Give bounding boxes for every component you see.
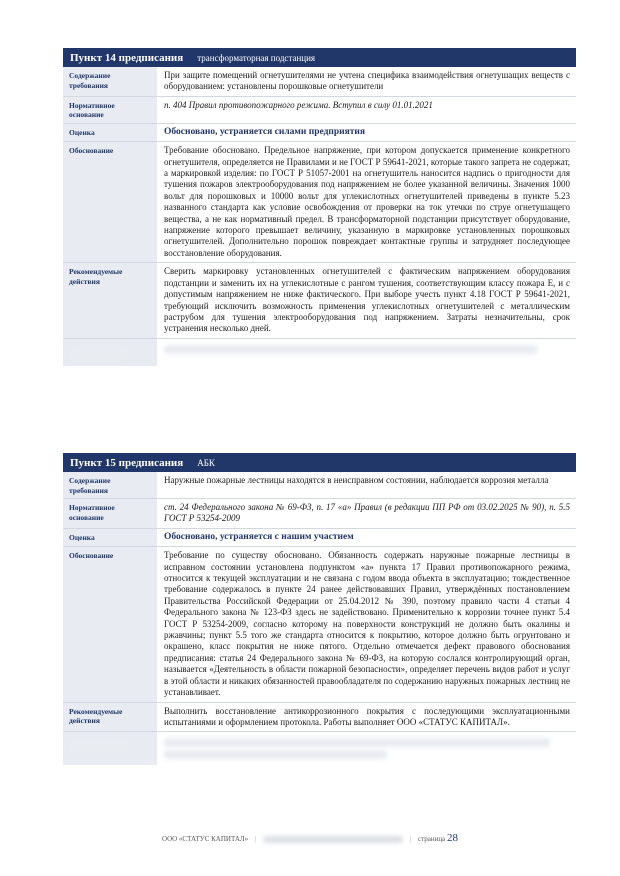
prescription-block-15 bbox=[63, 453, 576, 765]
footer-company: ООО «СТАТУС КАПИТАЛ» bbox=[162, 835, 249, 843]
redacted-value bbox=[157, 339, 576, 366]
point-title: Пункт 15 предписания bbox=[70, 456, 184, 469]
row-content bbox=[63, 472, 576, 499]
value-justification: Требование по существу обосновано. Обязанность содержать наружные пожарные лестницы в исправном состоянии установлена подпунктом «а» пункта 17 Правил противопожарного режима, относится к текущей эксплуатации и не связана с годом ввода объекта в эксплуатацию; тождественное требование содержалось в пункте 24 ранее действовавших Правил, утверждённых постановлением Правительства Российской Федерации от 25.04.2012 № 390, поэтому правило части 4 статьи 4 Федерального закона № 123-ФЗ здесь не задействовано. Применительно к коррозии точнее пункт 5.4 ГОСТ Р 53254-2009, согласно которому на поверхности конструкций не должно быть окалины и ржавчины; пункт 5.5 того же стандарта относится к покрытию, которое должно быть огрунтовано и окрашено, класс покрытия не ниже пятого. Отдельно отмечается дефект правового обоснования предписания: статья 24 Федерального закона № 69-ФЗ, на которую сослался контролирующий орган, называется «Деятельность в области пожарной безопасности», определяет перечень видов работ и услуг в этой области и никаких обязанностей правообладателя по содержанию наружных пожарных лестниц не устанавливает. bbox=[164, 550, 570, 698]
label-evaluation: Оценка bbox=[63, 529, 157, 546]
value-content: Наружные пожарные лестницы находятся в неисправном состоянии, наблюдается коррозия металла bbox=[164, 475, 549, 485]
row-norm bbox=[63, 499, 576, 529]
redacted-label bbox=[63, 339, 157, 366]
value-recommended: Сверить маркировку установленных огнетушителей с фактическим напряжением оборудования подстанции и заменить их на углекислотные с рангом тушения, соответствующим классу пожара E, и с допустимым напряжением не ниже фактического. При выборе учесть пункт 4.18 ГОСТ Р 59641-2021, требующий исключить возможность применения углекислотных огнетушителей с металлическим раструбом для тушения электрооборудования под напряжением. Затраты незначительны, срок устранения несколько дней. bbox=[164, 266, 570, 334]
label-content: Содержание требования bbox=[63, 472, 157, 498]
label-norm: Нормативное основание bbox=[63, 97, 157, 123]
label-content: Содержание требования bbox=[63, 67, 157, 96]
footer-page-number: 28 bbox=[446, 832, 458, 844]
row-content bbox=[63, 67, 576, 97]
value-evaluation: Обосновано, устраняется силами предприятия bbox=[164, 126, 366, 137]
footer-page-label: страница bbox=[418, 835, 446, 843]
label-norm: Нормативное основание bbox=[63, 499, 157, 528]
footer-redacted bbox=[263, 836, 403, 843]
row-redacted bbox=[63, 732, 576, 765]
value-evaluation: Обосновано, устраняется с нашим участием bbox=[164, 531, 354, 542]
value-norm: ст. 24 Федерального закона № 69-ФЗ, п. 17 «а» Правил (в редакции ПП РФ от 03.02.2025 № 90), п. 5.5 ГОСТ Р 53254-2009 bbox=[164, 502, 570, 524]
row-evaluation bbox=[63, 124, 576, 142]
point-location: трансформаторная подстанция bbox=[197, 52, 316, 63]
value-justification: Требование обосновано. Предельное напряжение, при котором допускается применение конкретного огнетушителя, определяется не Правилами и не ГОСТ Р 59641-2021, которые такого запрета не содержат, а маркировкой изделия: по ГОСТ Р 51057-2001 на огнетушитель наносится надпись о пригодности для тушения пожаров электрооборудования под напряжением не более указанной величины. Значения 1000 вольт для порошковых и 10000 вольт для углекислотных огнетушителей приведены в пункте 5.23 названного стандарта как условие освобождения от проверки на ток утечки по струе огнетушащего вещества, а не как нормативный предел. В трансформаторной подстанции присутствует оборудование, напряжение которого превышает величину, указанную в маркировке установленных порошковых огнетушителей. Дополнительно порошок повреждает контактные группы и затрудняет последующее восстановление оборудования. bbox=[164, 145, 570, 258]
row-redacted bbox=[63, 339, 576, 366]
prescription-block-14 bbox=[63, 48, 576, 366]
row-recommended bbox=[63, 263, 576, 338]
redacted-label bbox=[63, 732, 157, 765]
label-evaluation: Оценка bbox=[63, 124, 157, 141]
label-justification: Обоснование bbox=[63, 142, 157, 262]
block-header bbox=[63, 48, 576, 67]
row-justification bbox=[63, 142, 576, 263]
value-recommended: Выполнить восстановление антикоррозионного покрытия с последующими эксплуатационными испытаниями и оформлением протокола. Работы выполняет ООО «СТАТУС КАПИТАЛ». bbox=[164, 705, 570, 727]
page-footer: ООО «СТАТУС КАПИТАЛ» | | страница 28 bbox=[162, 832, 458, 844]
row-norm bbox=[63, 97, 576, 124]
label-justification: Обоснование bbox=[63, 547, 157, 701]
point-title: Пункт 14 предписания bbox=[70, 51, 184, 64]
point-location: АБК bbox=[197, 457, 215, 468]
row-recommended bbox=[63, 703, 576, 733]
label-recommended: Рекомендуемые действия bbox=[63, 263, 157, 337]
label-recommended: Рекомендуемые действия bbox=[63, 703, 157, 732]
row-evaluation bbox=[63, 529, 576, 547]
value-content: При защите помещений огнетушителями не учтена специфика взаимодействия огнетушащих веществ с оборудованием: установлены порошковые огнетушители bbox=[164, 70, 570, 92]
row-justification bbox=[63, 547, 576, 702]
block-header bbox=[63, 453, 576, 472]
value-norm: п. 404 Правил противопожарного режима. Вступил в силу 01.01.2021 bbox=[164, 99, 433, 110]
redacted-value bbox=[157, 732, 576, 765]
